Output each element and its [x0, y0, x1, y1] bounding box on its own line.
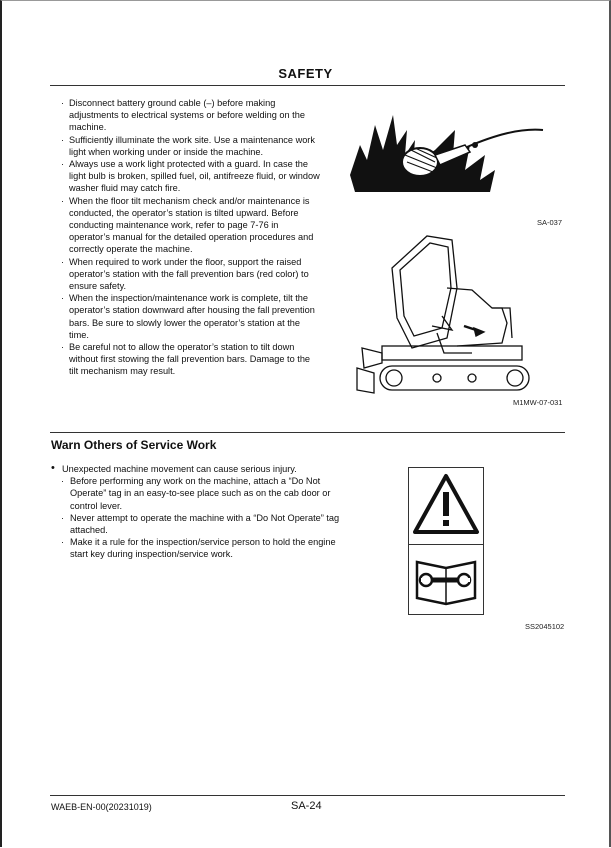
warn-others-body [50, 463, 350, 561]
safety-bullet-list [58, 97, 320, 378]
list-item: · Be careful not to allow the operator’s station to tilt down without first stowing the fall prevention bars. Damage to the tilt mechanism may result. [61, 342, 311, 377]
list-item: · Disconnect battery ground cable (–) before making adjustments to electrical systems or before welding on the machine. [61, 98, 305, 133]
figure-label: SA-037 [537, 218, 563, 227]
divider [409, 544, 483, 545]
list-item: · Always use a work light protected with a guard. In case the light bulb is broken, spilled fuel, oil, antifreeze fluid, or window washer fluid may catch fire. [61, 159, 320, 194]
title-rule [50, 85, 565, 86]
list-item: · Never attempt to operate the machine with a “Do Not Operate” tag attached. [61, 512, 340, 536]
list-item: · When the inspection/maintenance work is complete, tilt the operator’s station downward after housing the fall prevention bars. Be sure to slowly lower the operator’s station at the time. [61, 293, 315, 340]
figure-label: SS2045102 [525, 622, 565, 631]
work-light-fire-illustration [345, 100, 550, 200]
figure-label: M1MW-07-031 [513, 398, 563, 407]
warning-signs-box [408, 467, 484, 615]
section-title: Warn Others of Service Work [51, 438, 217, 452]
warning-triangle-icon [411, 472, 481, 538]
excavator-tilted-cab-illustration [352, 228, 532, 398]
service-manual-wrench-icon [413, 552, 479, 608]
page-title: SAFETY [278, 66, 333, 81]
lead-statement: • Unexpected machine movement can cause serious injury. [51, 462, 297, 474]
footer-rule [50, 795, 565, 796]
document-code: WAEB-EN-00(20231019) [51, 802, 152, 812]
section-rule [50, 432, 565, 433]
page-number: SA-24 [291, 800, 322, 812]
list-item: · Before performing any work on the machine, attach a “Do Not Operate” tag in an easy-to-see place such as on the cab door or control lever. [61, 476, 331, 511]
list-item: · Make it a rule for the inspection/service person to hold the engine start key during inspection/service work. [61, 537, 336, 560]
list-item: · When the floor tilt mechanism check and/or maintenance is conducted, the operator’s station is tilted upward. Before conducting maintenance work, refer to page 7-76 in operator’s manual for the detailed operation procedures and correctly operate the machine. [61, 195, 314, 255]
list-item: · When required to work under the floor, support the raised operator’s station with the fall prevention bars (red color) to ensure safety. [61, 256, 309, 292]
list-item: · Sufficiently illuminate the work site. Use a maintenance work light when working under or inside the machine. [61, 134, 315, 157]
